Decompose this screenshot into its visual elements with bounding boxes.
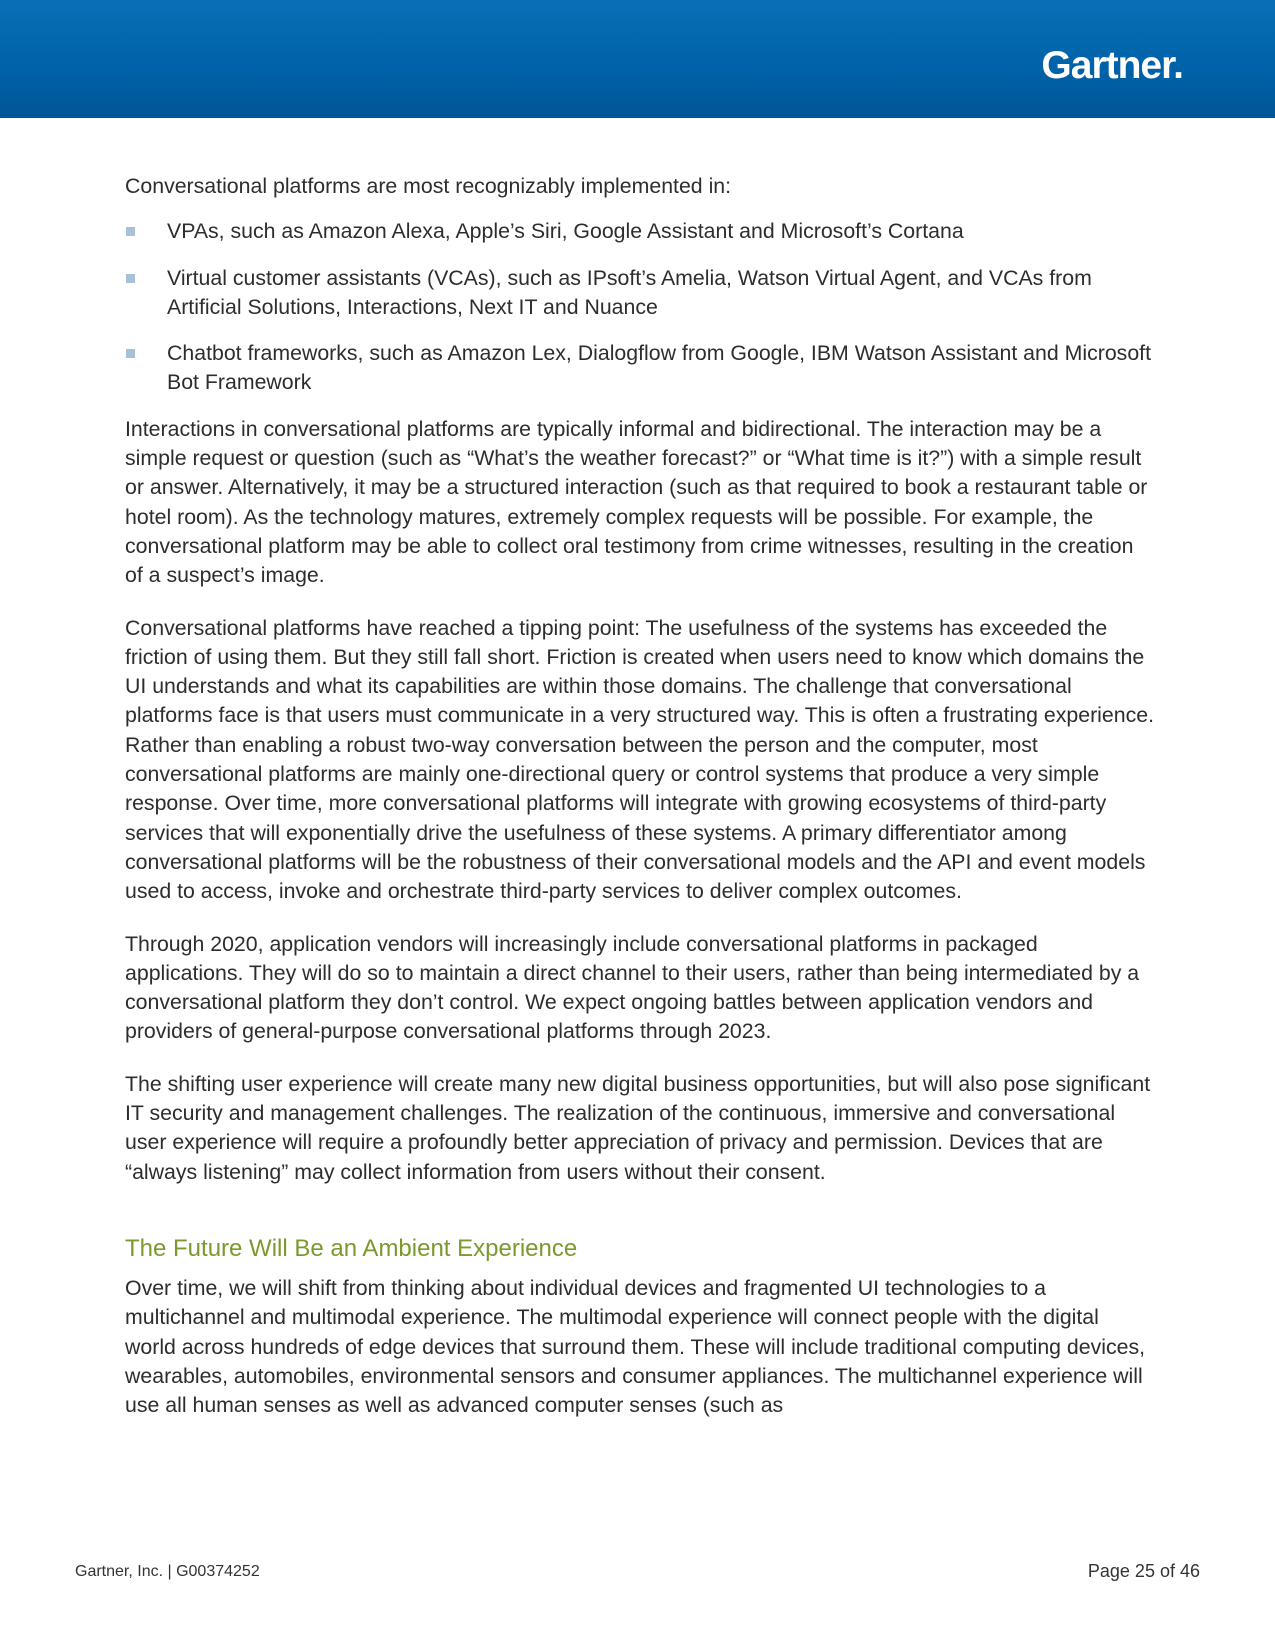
footer-page-number: Page 25 of 46 xyxy=(1087,1561,1200,1581)
gartner-logo: Gartner. xyxy=(1041,44,1183,87)
list-item-text: VPAs, such as Amazon Alexa, Apple’s Siri, Google Assistant and Microsoft’s Cortana xyxy=(167,219,964,244)
intro-paragraph: Conversational platforms are most recognizably implemented in: xyxy=(125,174,732,198)
list-item-text: Chatbot frameworks, such as Amazon Lex, Dialogflow from Google, IBM Watson Assistant and Microsoft Bot Framework xyxy=(167,341,1152,395)
section-heading: The Future Will Be an Ambient Experience xyxy=(125,1234,578,1262)
bullet-list xyxy=(125,217,1155,397)
square-bullet-icon xyxy=(126,227,135,236)
section-paragraph: Over time, we will shift from thinking about individual devices and fragmented UI technologies to a multichannel and multimodal experience. The multimodal experience will connect people with the digital world across hundreds of edge devices that surround them. These will include traditional computing devices, wearables, automobiles, environmental sensors and consumer appliances. The multichannel experience will use all human senses as well as advanced computer senses (such as xyxy=(125,1275,1146,1418)
list-item xyxy=(125,264,1155,323)
page-content xyxy=(125,172,1155,1443)
body-paragraph: The shifting user experience will create many new digital business opportunities, but will also pose significant IT security and management challenges. The realization of the continuous, immersive and conversational user experience will require a profoundly better appreciation of privacy and permission. Devices that are “always listening” may collect information from users without their consent. xyxy=(125,1071,1151,1184)
body-paragraph: Conversational platforms have reached a tipping point: The usefulness of the systems has exceeded the friction of using them. But they still fall short. Friction is created when users need to know which domains the UI understands and what its capabilities are within those domains. The challenge that conversational platforms face is that users must communicate in a very structured way. This is often a frustrating experience. Rather than enabling a robust two-way conversation between the person and the computer, most conversational platforms are mainly one-directional query or control systems that produce a very simple response. Over time, more conversational platforms will integrate with growing ecosystems of third-party services that will exponentially drive the usefulness of these systems. A primary differentiator among conversational platforms will be the robustness of their conversational models and the API and event models used to access, invoke and orchestrate third-party services to deliver complex outcomes. xyxy=(125,615,1154,904)
square-bullet-icon xyxy=(126,274,135,283)
square-bullet-icon xyxy=(126,349,135,358)
body-paragraph: Through 2020, application vendors will increasingly include conversational platforms in packaged applications. They will do so to maintain a direct channel to their users, rather than being intermediated by a conversational platform they don’t control. We expect ongoing battles between application vendors and providers of general-purpose conversational platforms through 2023. xyxy=(125,931,1140,1044)
list-item xyxy=(125,339,1155,398)
list-item xyxy=(125,217,1155,246)
body-paragraph: Interactions in conversational platforms are typically informal and bidirectional. The interaction may be a simple request or question (such as “What’s the weather forecast?” or “What time is it?”) with a simple result or answer. Alternatively, it may be a structured interaction (such as that required to book a restaurant table or hotel room). As the technology matures, extremely complex requests will be possible. For example, the conversational platform may be able to collect oral testimony from crime witnesses, resulting in the creation of a suspect’s image. xyxy=(125,416,1148,588)
footer-document-id: Gartner, Inc. | G00374252 xyxy=(75,1563,260,1580)
list-item-text: Virtual customer assistants (VCAs), such as IPsoft’s Amelia, Watson Virtual Agent, and VCAs from Artificial Solutions, Interactions, Next IT and Nuance xyxy=(167,265,1092,319)
header-band xyxy=(0,0,1275,118)
